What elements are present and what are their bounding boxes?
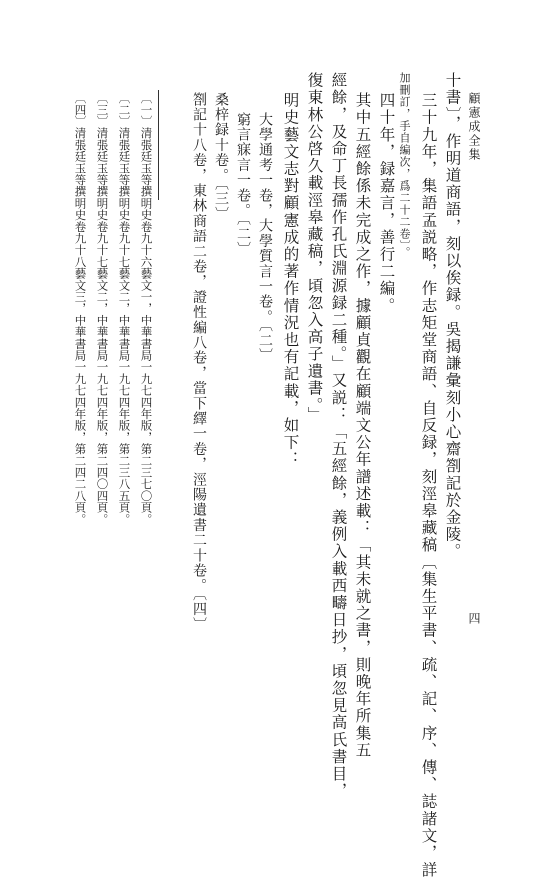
text-column: 復東林公啓久載涇皋藏稿，頃忽入高子遺書。」 — [305, 72, 324, 424]
works-list-item: 桑梓録十卷。〔三〕 — [213, 92, 229, 222]
footnote: 〔三〕清張廷玉等撰明史卷九十七藝文二，中華書局一九七四年版，第二四〇四頁。 — [95, 92, 110, 525]
works-list-item: 窮言寐言一卷。〔二〕 — [235, 112, 251, 257]
running-title: 顧憲成全集 — [467, 92, 481, 162]
footnote-separator — [158, 90, 159, 200]
text-column: 明史藝文志對顧憲成的著作情況也有記載，如下： — [281, 92, 300, 469]
text-column: 加刪訂，手自編次，爲二十二卷〕。 — [398, 72, 411, 259]
footnote: 〔一〕清張廷玉等撰明史卷九十六藝文一，中華書局一九七四年版，第二三七〇頁。 — [139, 92, 154, 525]
text-column: 經餘，及命丁長孺作孔氏淵源録二種。」又説：「五經餘，義例入載西疇日抄，頃忽見高氏書目， — [329, 72, 348, 800]
works-list-item: 劄記十八卷，東林商語二卷，證性編八卷，當下繹一卷，涇陽遺書二十卷。〔四〕 — [191, 92, 207, 633]
text-column: 十書〕，作明道商語，刻以俟録。吳揭謙彙刻小心齋劄記於金陵。 — [443, 72, 462, 561]
text-column: 其中五經餘係未完成之作，據顧貞觀在顧端文公年譜述載：「其未就之書，則晚年所集五 — [353, 92, 372, 759]
text-column: 四十年，録嘉言，善行二編。 — [377, 92, 396, 315]
footnote: 〔二〕清張廷玉等撰明史卷九十七藝文二，中華書局一九七四年版，第二三八五頁。 — [117, 92, 132, 525]
text-column: 三十九年，集語孟説略，作志矩堂商語、自反録，刻涇皋藏稿〔集生平書、疏、記、序、傳、誌諸文，詳 — [419, 92, 438, 879]
footnote: 〔四〕清張廷玉等撰明史卷九十八藝文三，中華書局一九七四年版，第二四二八頁。 — [73, 92, 88, 525]
works-list-item: 大學通考一卷，大學質言一卷。〔二〕 — [257, 112, 273, 364]
page-number: 四 — [467, 612, 481, 626]
